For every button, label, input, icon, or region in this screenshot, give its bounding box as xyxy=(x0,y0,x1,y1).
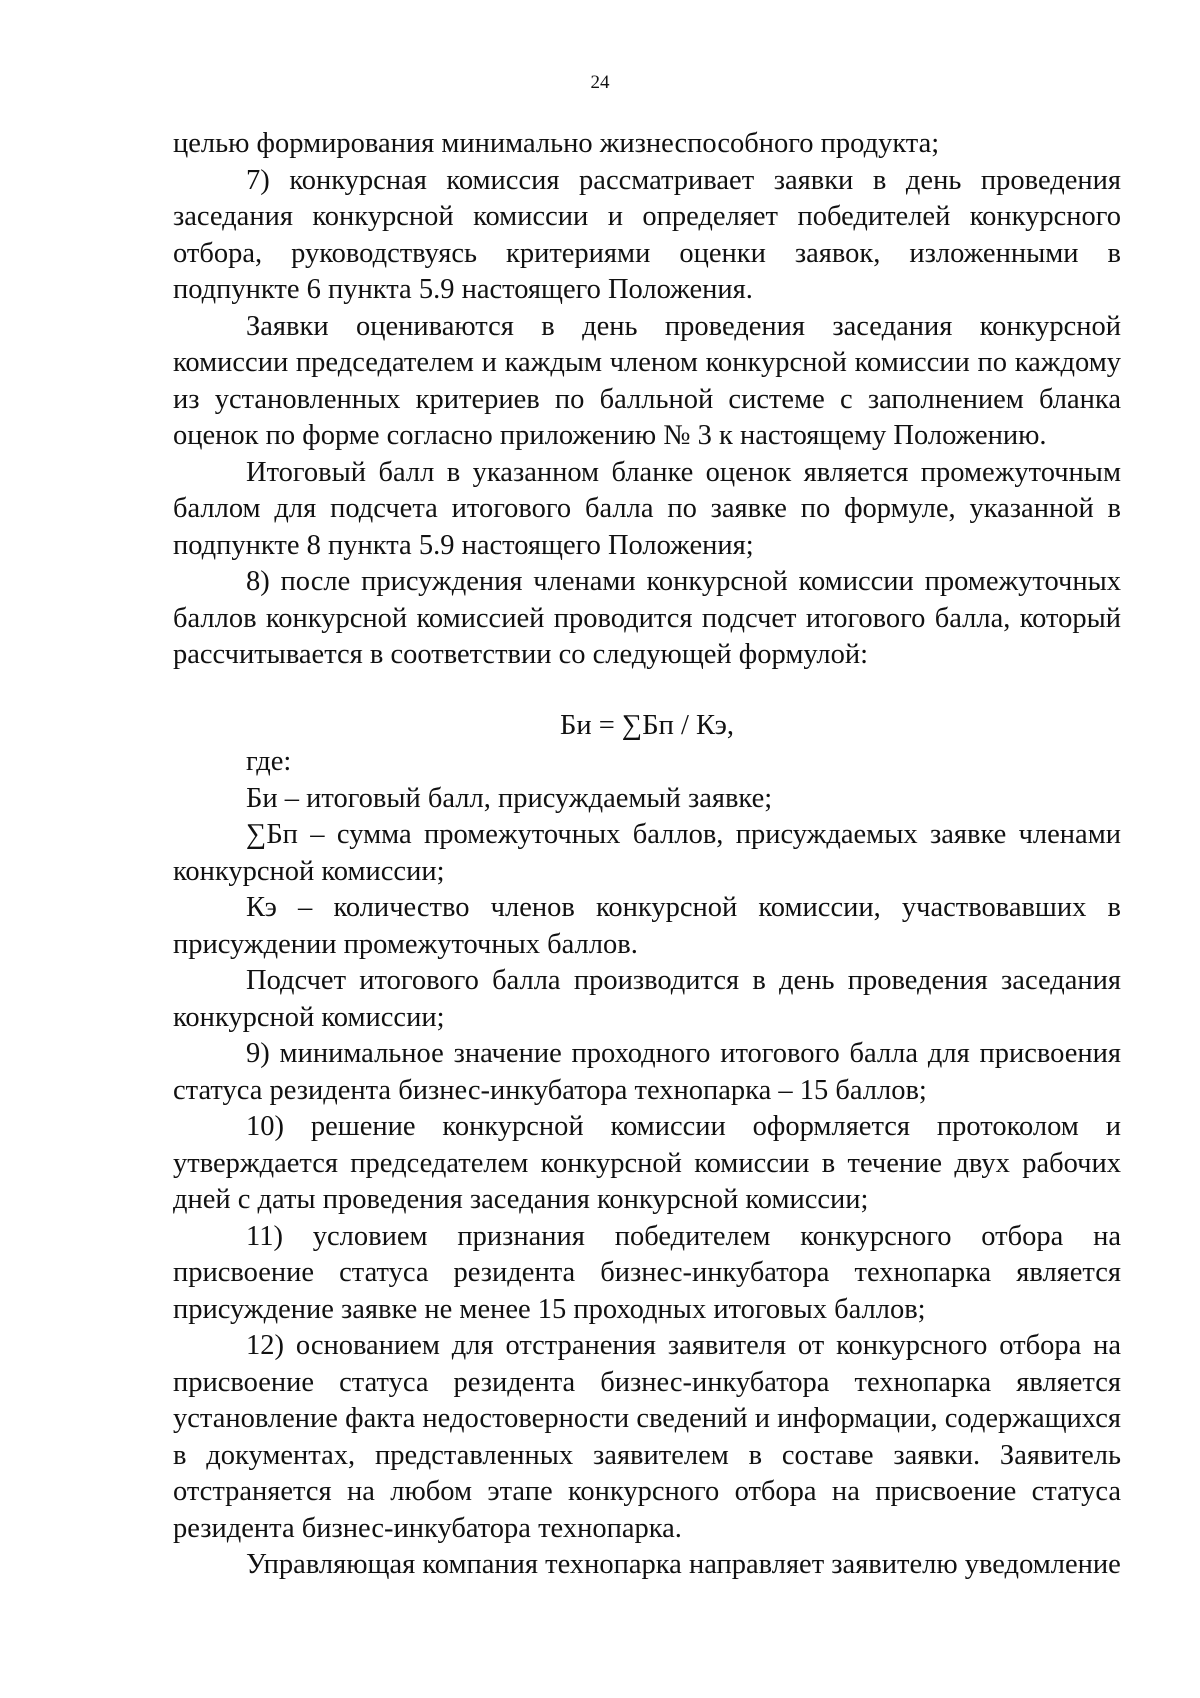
paragraph: 11) условием признания победителем конкурсного отбора на присвоение статуса резидента бизнес-инкубатора технопарка является присуждение заявке не менее 15 проходных итоговых баллов; xyxy=(173,1220,1121,1325)
page-number: 24 xyxy=(590,72,610,93)
formula: Би = ∑Бп / Кэ, xyxy=(559,709,735,741)
paragraph: 8) после присуждения членами конкурсной комиссии промежуточных баллов конкурсной комиссией проводится подсчет итогового балла, который рассчитывается в соответствии со следующей формулой: xyxy=(173,566,1121,670)
document-body xyxy=(173,126,1121,1584)
paragraph: Управляющая компания технопарка направляет заявителю уведомление xyxy=(246,1549,1121,1580)
paragraph: Подсчет итогового балла производится в день проведения заседания конкурсной комиссии; xyxy=(173,965,1121,1033)
definition: Би – итоговый балл, присуждаемый заявке; xyxy=(246,782,773,814)
paragraph: 10) решение конкурсной комиссии оформляется протоколом и утверждается председателем конкурсной комиссии в течение двух рабочих дней с даты проведения заседания конкурсной комиссии; xyxy=(173,1111,1121,1215)
paragraph: 9) минимальное значение проходного итогового балла для присвоения статуса резидента бизнес-инкубатора технопарка – 15 баллов; xyxy=(173,1038,1121,1106)
paragraph: Итоговый балл в указанном бланке оценок является промежуточным баллом для подсчета итогового балла по заявке по формуле, указанной в подпункте 8 пункта 5.9 настоящего Положения; xyxy=(173,456,1121,561)
definition: ∑Бп – сумма промежуточных баллов, присуждаемых заявке членами конкурсной комиссии; xyxy=(173,819,1121,887)
paragraph: целью формирования минимально жизнеспособного продукта; xyxy=(173,128,940,159)
definition: Кэ – количество членов конкурсной комиссии, участвовавших в присуждении промежуточных баллов. xyxy=(173,892,1121,960)
paragraph: Заявки оцениваются в день проведения заседания конкурсной комиссии председателем и каждым членом конкурсной комиссии по каждому из установленных критериев по балльной системе с заполнением бланка оценок по форме согласно приложению № 3 к настоящему Положению. xyxy=(173,310,1121,451)
where-label: где: xyxy=(246,746,292,777)
paragraph: 12) основанием для отстранения заявителя от конкурсного отбора на присвоение статуса резидента бизнес-инкубатора технопарка является установление факта недостоверности сведений и информации, содержащихся в документах, представленных заявителем в составе заявки. Заявитель отстраняется на любом этапе конкурсного отбора на присвоение статуса резидента бизнес-инкубатора технопарка. xyxy=(173,1330,1121,1544)
paragraph: 7) конкурсная комиссия рассматривает заявки в день проведения заседания конкурсной комиссии и определяет победителей конкурсного отбора, руководствуясь критериями оценки заявок, изложенными в подпункте 6 пункта 5.9 настоящего Положения. xyxy=(173,164,1121,305)
